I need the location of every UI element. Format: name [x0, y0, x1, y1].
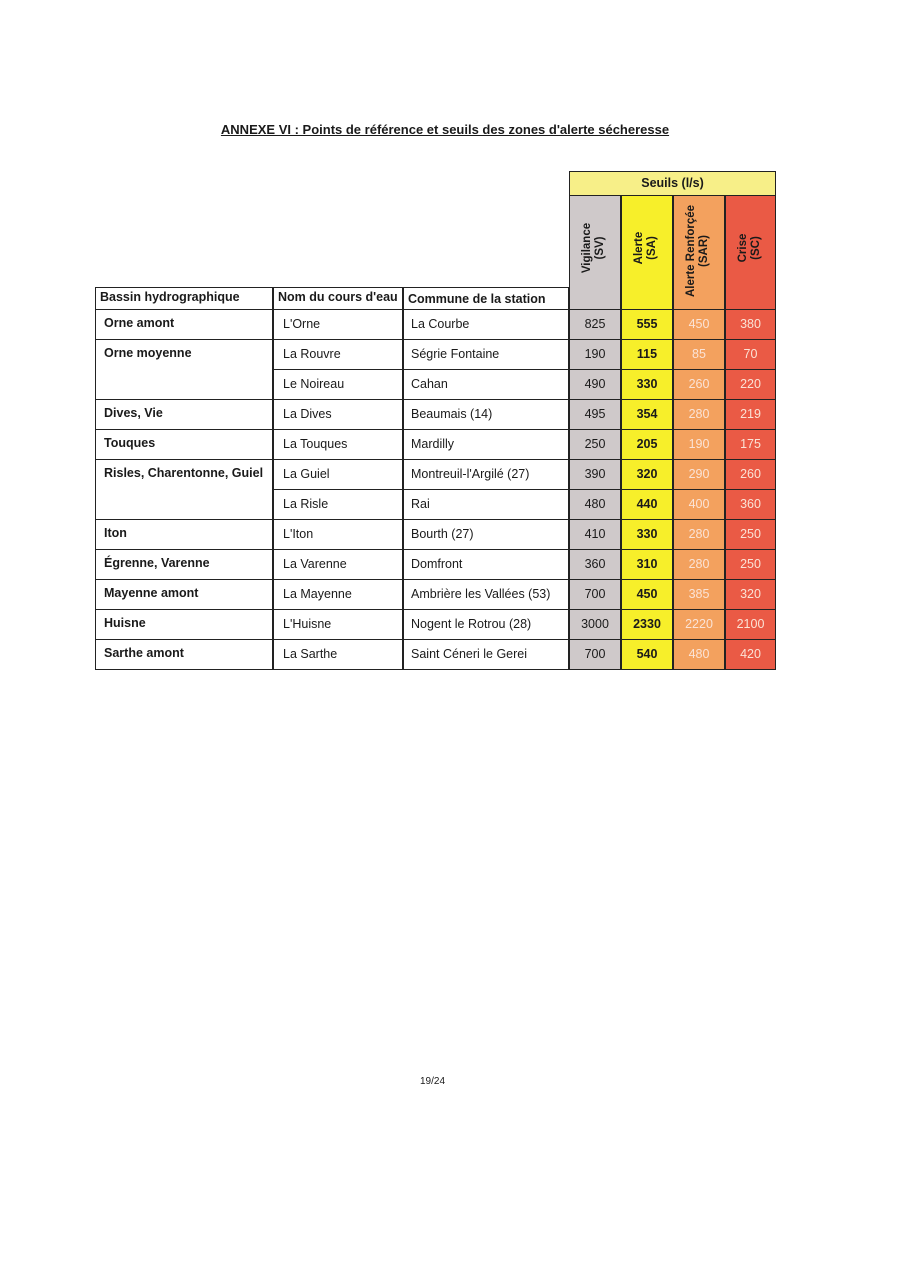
threshold-value-vigilance: 700	[584, 587, 606, 601]
basin-name: Iton	[104, 526, 127, 540]
river-name: La Dives	[283, 407, 332, 421]
header-river: Nom du cours d'eau	[278, 290, 398, 304]
header-label-vigilance	[581, 208, 609, 288]
basin-name: Sarthe amont	[104, 646, 184, 660]
threshold-value-alerte-renforcee: 290	[688, 467, 710, 481]
threshold-value-alerte: 440	[636, 497, 658, 511]
basin-name: Égrenne, Varenne	[104, 556, 210, 570]
river-name: La Varenne	[283, 557, 347, 571]
station-name: Mardilly	[411, 437, 455, 451]
threshold-value-alerte: 330	[636, 527, 658, 541]
threshold-value-alerte-renforcee: 480	[688, 647, 710, 661]
header-label-vigilance-abbr: (SV)	[594, 236, 606, 260]
threshold-value-alerte-renforcee: 190	[688, 437, 710, 451]
basin-name: Orne moyenne	[104, 346, 192, 360]
threshold-value-crise: 250	[740, 527, 761, 541]
threshold-value-vigilance: 250	[584, 437, 606, 451]
station-name: La Courbe	[411, 317, 470, 331]
river-name: La Rouvre	[283, 347, 341, 361]
threshold-value-alerte-renforcee: 260	[688, 377, 710, 391]
threshold-value-vigilance: 3000	[581, 617, 609, 631]
basin-name: Mayenne amont	[104, 586, 199, 600]
threshold-value-vigilance: 495	[584, 407, 606, 421]
threshold-value-alerte: 205	[636, 437, 658, 451]
threshold-value-alerte-renforcee: 400	[688, 497, 710, 511]
threshold-value-crise: 420	[740, 647, 761, 661]
river-name: La Sarthe	[283, 647, 338, 661]
threshold-value-vigilance: 700	[584, 647, 606, 661]
station-name: Rai	[411, 497, 430, 511]
threshold-value-crise: 175	[740, 437, 761, 451]
threshold-value-crise: 70	[743, 347, 758, 361]
threshold-value-crise: 2100	[736, 617, 765, 631]
threshold-value-crise: 219	[740, 407, 761, 421]
river-name: L'Orne	[283, 317, 321, 331]
threshold-value-alerte: 450	[636, 587, 658, 601]
threshold-value-alerte-renforcee: 280	[688, 527, 710, 541]
header-station: Commune de la station	[408, 292, 546, 306]
station-name: Bourth (27)	[411, 527, 474, 541]
basin-name: Touques	[104, 436, 156, 450]
threshold-value-vigilance: 390	[584, 467, 606, 481]
threshold-value-alerte: 354	[636, 407, 658, 421]
river-name: La Mayenne	[283, 587, 352, 601]
basin-name: Risles, Charentonne, Guiel	[104, 466, 264, 480]
threshold-value-crise: 250	[740, 557, 761, 571]
threshold-value-alerte-renforcee: 450	[688, 317, 710, 331]
threshold-value-vigilance: 190	[584, 347, 606, 361]
threshold-value-crise: 380	[740, 317, 761, 331]
river-name: Le Noireau	[283, 377, 345, 391]
threshold-value-alerte: 330	[636, 377, 658, 391]
threshold-value-alerte: 320	[636, 467, 658, 481]
header-label-crise-line1: Crise	[736, 233, 749, 263]
header-label-alerte-abbr: (SA)	[646, 236, 658, 260]
threshold-value-vigilance: 490	[584, 377, 606, 391]
threshold-value-alerte: 555	[636, 317, 658, 331]
threshold-value-vigilance: 360	[584, 557, 606, 571]
river-name: La Risle	[283, 497, 329, 511]
threshold-value-crise: 360	[740, 497, 761, 511]
header-label-crise	[737, 208, 765, 288]
station-name: Saint Céneri le Gerei	[411, 647, 528, 661]
station-name: Ségrie Fontaine	[411, 347, 500, 361]
threshold-value-alerte: 115	[636, 347, 658, 361]
basin-name: Dives, Vie	[104, 406, 163, 420]
station-name: Montreuil-l'Argilé (27)	[411, 467, 530, 481]
header-label-alerte-renforcee-abbr: (SAR)	[698, 235, 710, 267]
header-label-vigilance-line1: Vigilance	[581, 222, 593, 274]
river-name: La Touques	[283, 437, 348, 451]
station-name: Nogent le Rotrou (28)	[411, 617, 532, 631]
threshold-value-alerte: 540	[636, 647, 658, 661]
basin-name: Orne amont	[104, 316, 175, 330]
header-label-crise-abbr: (SC)	[749, 236, 762, 260]
basin-name: Huisne	[104, 616, 146, 630]
page-number: 19/24	[419, 1076, 446, 1087]
seuils-label: Seuils (l/s)	[641, 176, 704, 190]
threshold-value-vigilance: 410	[584, 527, 606, 541]
threshold-value-alerte-renforcee: 85	[692, 347, 706, 361]
header-label-alerte-renforcee-line1: Alerte Renforçée	[685, 204, 697, 298]
header-label-alerte	[633, 208, 661, 288]
threshold-value-alerte-renforcee: 2220	[685, 617, 713, 631]
threshold-value-alerte: 310	[636, 557, 658, 571]
threshold-value-crise: 260	[740, 467, 761, 481]
station-name: Domfront	[411, 557, 463, 571]
river-name: L'Iton	[283, 527, 314, 541]
river-name: L'Huisne	[283, 617, 332, 631]
threshold-value-alerte: 2330	[633, 617, 661, 631]
station-name: Ambrière les Vallées (53)	[411, 587, 551, 601]
header-basin: Bassin hydrographique	[100, 290, 240, 304]
threshold-value-alerte-renforcee: 280	[688, 557, 710, 571]
station-name: Cahan	[411, 377, 448, 391]
station-name: Beaumais (14)	[411, 407, 493, 421]
threshold-value-crise: 220	[740, 377, 761, 391]
header-label-alerte-renforcee	[685, 196, 713, 306]
document-title: ANNEXE VI : Points de référence et seuils des zones d'alerte sécheresse	[220, 122, 670, 137]
threshold-value-vigilance: 825	[584, 317, 606, 331]
threshold-value-crise: 320	[740, 587, 761, 601]
header-label-alerte-line1: Alerte	[633, 231, 645, 265]
threshold-value-alerte-renforcee: 385	[688, 587, 710, 601]
river-name: La Guiel	[283, 467, 330, 481]
threshold-value-alerte-renforcee: 280	[688, 407, 710, 421]
threshold-value-vigilance: 480	[584, 497, 606, 511]
